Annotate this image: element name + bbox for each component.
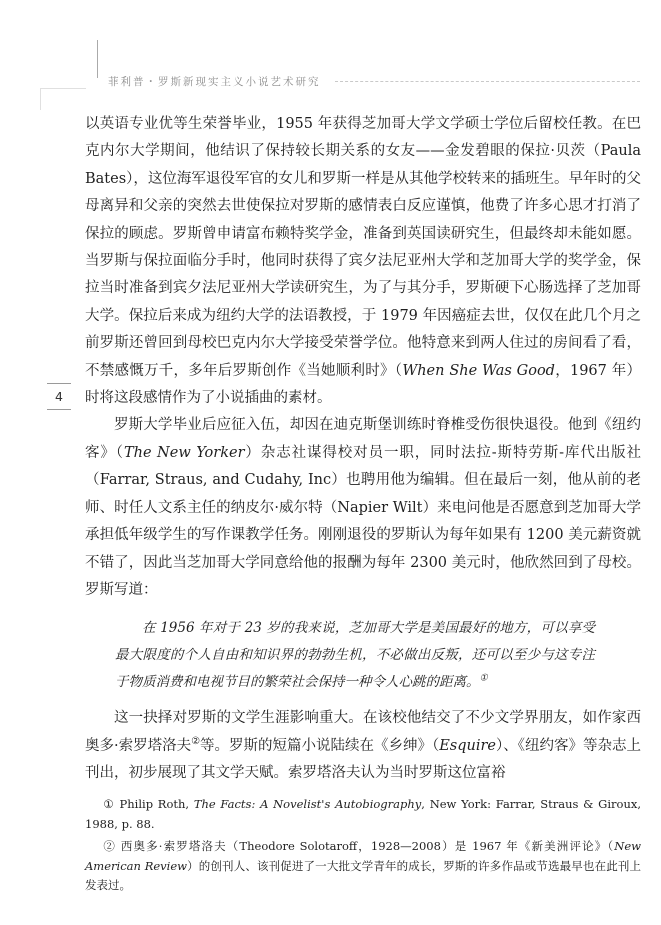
footnotes-section	[85, 795, 641, 899]
header-tick-rule	[97, 40, 98, 78]
header-title: 菲利普・罗斯新现实主义小说艺术研究	[108, 76, 321, 88]
text-segment: 罗斯大学毕业后应征入伍，却因在迪克斯堡训练时脊椎受伤很快退役。他到《纽约客》（	[85, 417, 641, 461]
text-segment: The Facts: A Novelist's Autobiography	[193, 797, 422, 811]
corner-mark-vertical	[40, 88, 41, 110]
header-dashed-rule	[335, 81, 641, 82]
text-segment: ，1967 年）时将这段感情作为了小说插曲的素材。	[85, 362, 641, 407]
paragraph	[85, 412, 641, 604]
text-segment: ① Philip Roth,	[103, 797, 194, 811]
block-quote	[85, 615, 641, 696]
footnote-ref: ①	[479, 672, 488, 684]
paragraph	[85, 111, 641, 412]
text-segment: ）、《纽约客》等杂志上刊出，初步展现了其文学天赋。索罗塔洛夫认为当时罗斯这位富裕	[85, 737, 642, 782]
text-segment: , New York: Farrar, Straus & Giroux, 1988, p. 88.	[85, 797, 641, 831]
text-segment: 以英语专业优等生荣誉毕业，1955 年获得芝加哥大学文学硕士学位后留校任教。在巴克内尔大学期间，他结识了保持较长期关系的女友——金发碧眼的保拉·贝茨（Paula Bates），这位海军退役军官的女儿和罗斯一样是从其他学校转来的插班生。早年时的父母离异和父亲的突然去世使保拉对罗斯的感情表白反应谨慎，他费了许多心思才打消了保拉的顾虑。罗斯曾申请富布赖特奖学金，准备到英国读研究生，但最终却未能如愿。当罗斯与保拉面临分手时，他同时获得了宾夕法尼亚州大学和芝加哥大学的奖学金，保拉当时准备到宾夕法尼亚州大学读研究生，为了与其分手，罗斯硬下心肠选择了芝加哥大学。保拉后来成为纽约大学的法语教授，于 1979 年因癌症去世，仅仅在此几个月之前罗斯还曾回到母校巴克内尔大学接受荣誉学位。他特意来到两人住过的房间看了看，不禁感慨万千，多年后罗斯创作《当她顺利时》（	[85, 116, 641, 379]
text-segment: 等。罗斯的短篇小说陆续在《乡绅》（	[199, 737, 440, 754]
text-segment: The New Yorker	[123, 444, 245, 461]
text-segment: Esquire	[439, 737, 497, 754]
corner-mark-horizontal	[40, 88, 86, 89]
text-segment: When She Was Good	[402, 362, 555, 379]
text-segment: ）杂志社谋得校对员一职，同时法拉-斯特劳斯-库代出版社（Farrar, Straus, and Cudahy, Inc）也聘用他为编辑。但在最后一刻，他从前的老师、时任人文系主任的纳皮尔·威尔特（Napier Wilt）来电问他是否愿意到芝加哥大学承担低年级学生的写作课教学任务。刚刚退役的罗斯认为每年如果有 1200 美元薪资就不错了，因此当芝加哥大学同意给他的报酬为每年 2300 美元时，他欣然回到了母校。罗斯写道：	[85, 444, 642, 598]
text-segment: New American Review	[85, 839, 641, 873]
footnote-ref: ②	[191, 735, 200, 747]
footnote	[85, 795, 641, 834]
running-header	[108, 74, 640, 89]
paragraph	[85, 705, 641, 787]
text-segment: 这一抉择对罗斯的文学生涯影响重大。在该校他结交了不少文学界朋友，如作家西奥多·索罗塔洛夫	[85, 710, 641, 754]
text-segment: ）的创刊人、该刊促进了一大批文学青年的成长，罗斯的许多作品或节选最早也在此刊上发表过。	[85, 858, 641, 892]
page-number-block	[47, 383, 71, 410]
page-number: 4	[55, 389, 63, 404]
body-text	[85, 111, 641, 788]
text-segment: ② 西奥多·索罗塔洛夫（Theodore Solotaroff，1928—2008）是 1967 年《新美洲评论》（	[103, 839, 615, 853]
text-segment: 在 1956 年对于 23 岁的我来说，芝加哥大学是美国最好的地方，可以享受最大限度的个人自由和知识界的勃勃生机，不必做出反叛，还可以至少与这专注于物质消费和电视节目的繁荣社会保持一种令人心跳的距离。	[115, 620, 595, 691]
footnote	[85, 837, 641, 896]
